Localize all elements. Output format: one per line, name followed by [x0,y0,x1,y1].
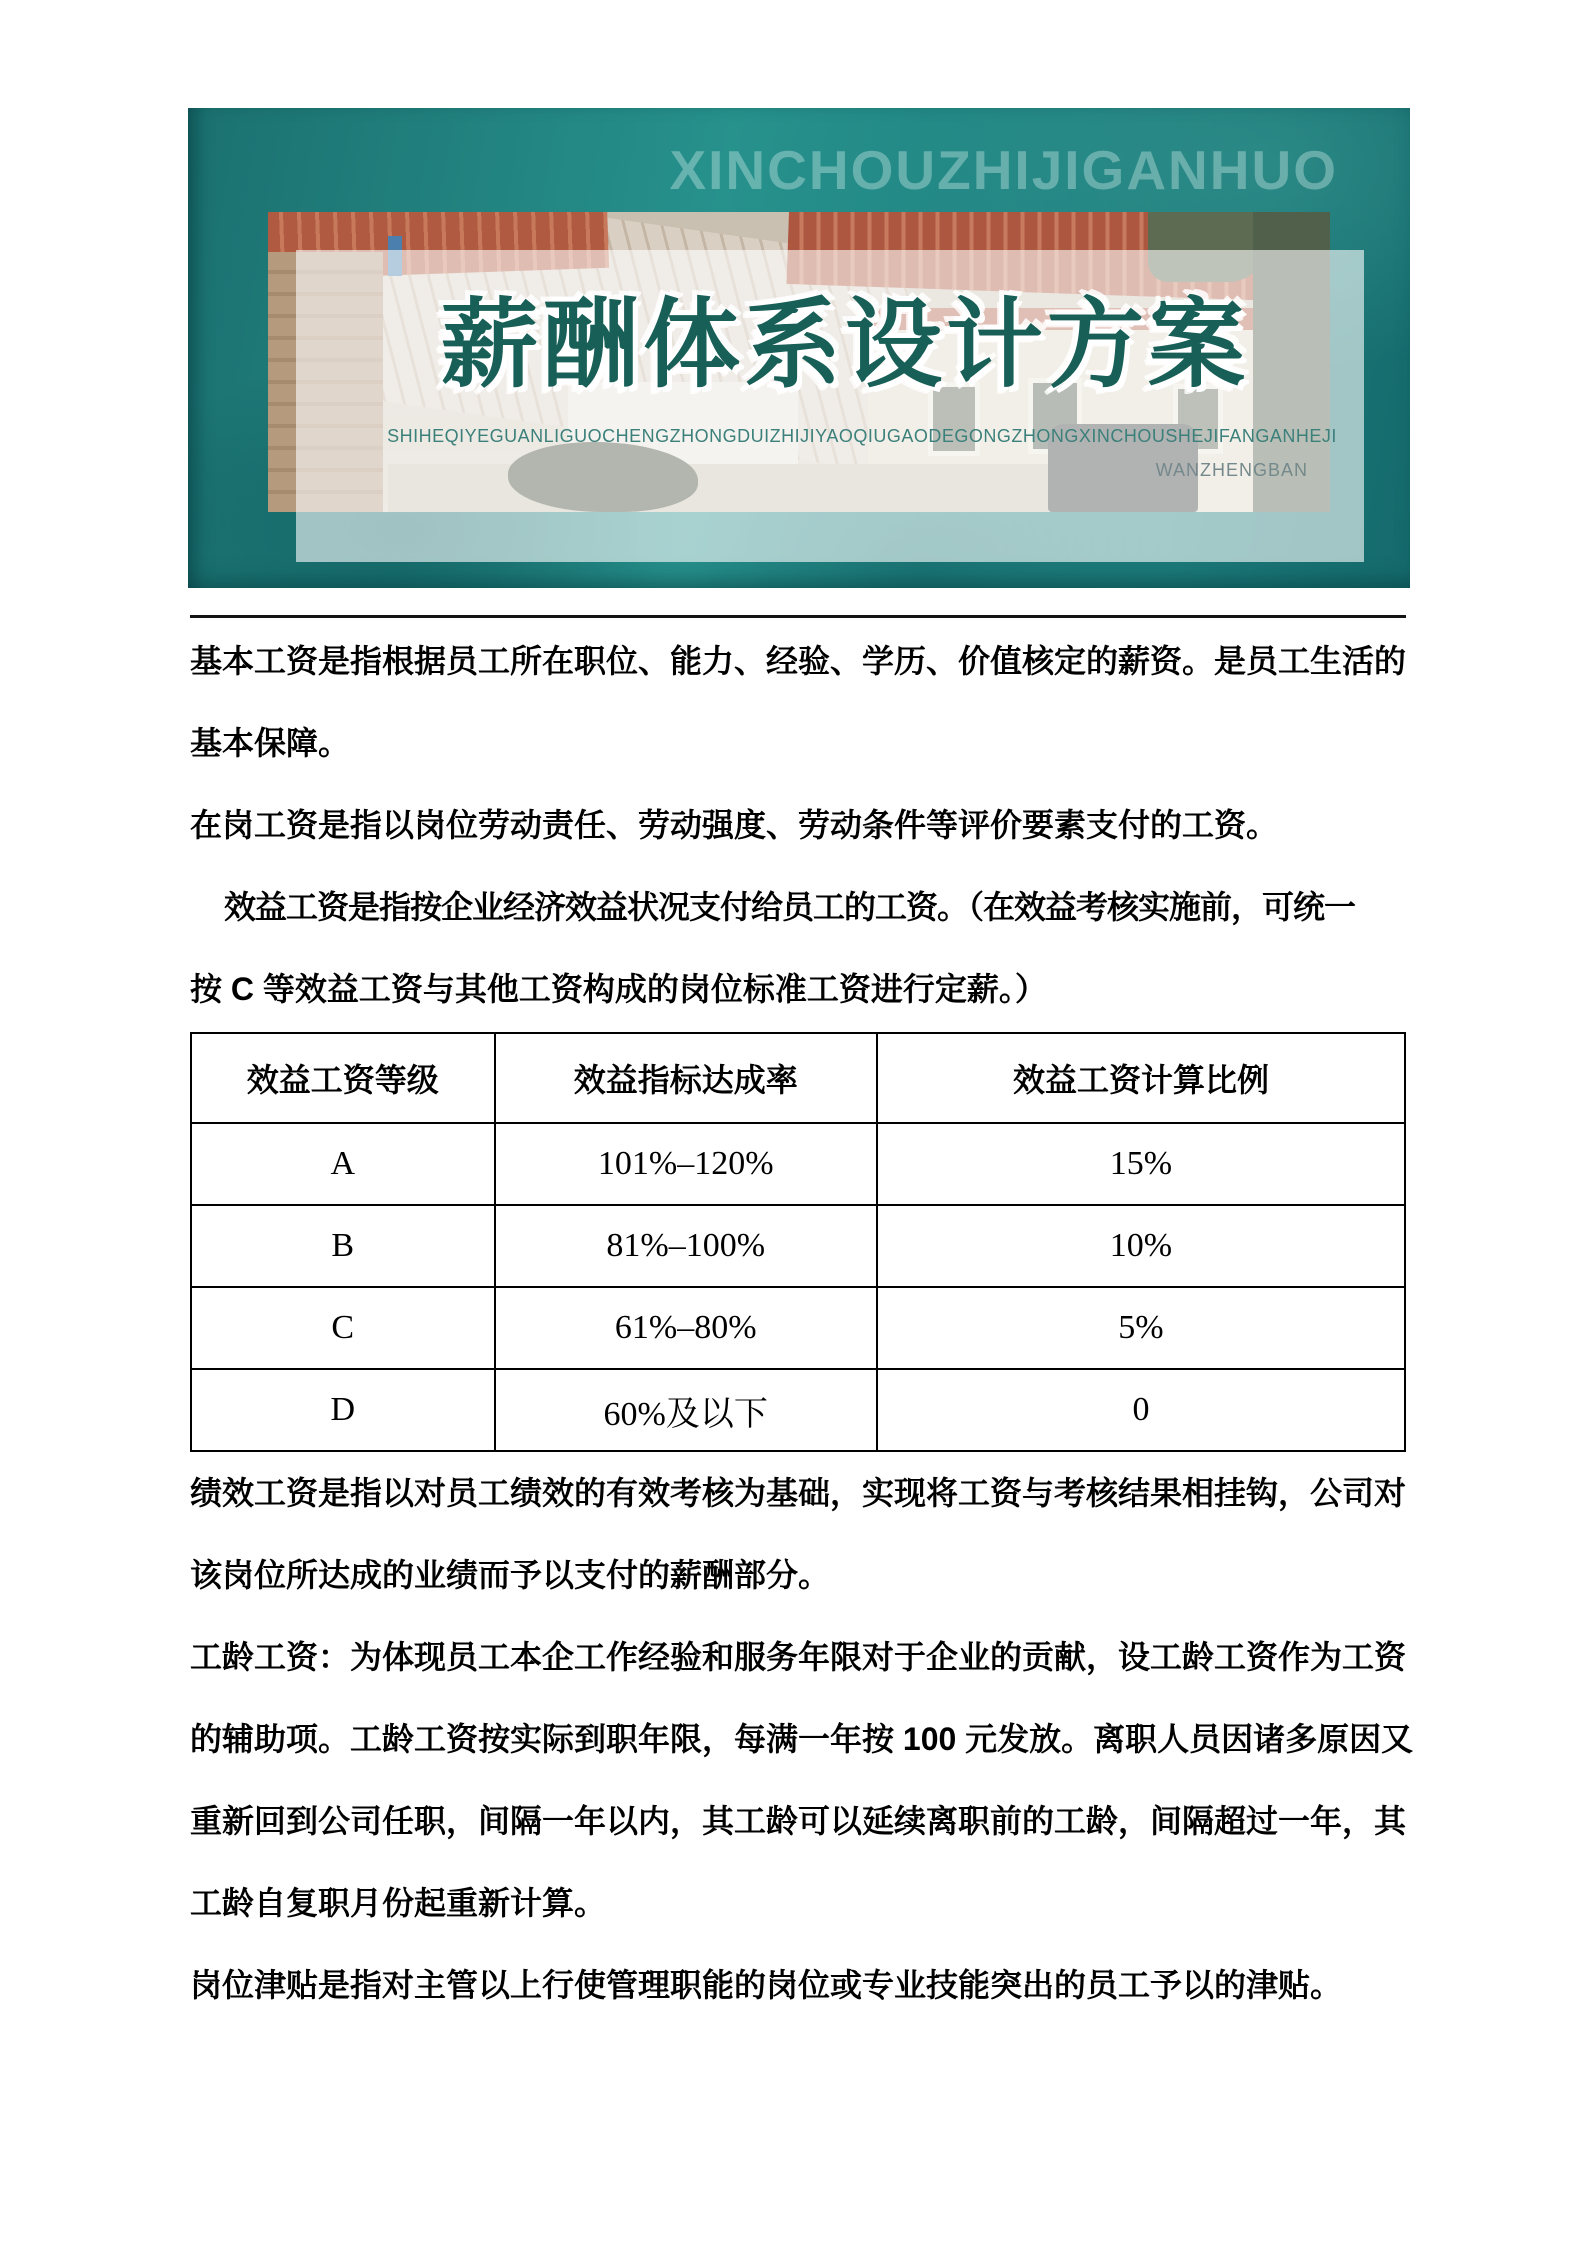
paragraph-line: 工龄工资：为体现员工本企工作经验和服务年限对于企业的贡献，设工龄工资作为工资 [190,1639,1407,1675]
table-cell-ratio: 5% [877,1287,1405,1369]
paragraph-line: 绩效工资是指以对员工绩效的有效考核为基础，实现将工资与考核结果相挂钩，公司对 [190,1475,1407,1511]
banner-subtitle: SHIHEQIYEGUANLIGUOCHENGZHONGDUIZHIJIYAOQIUGAODEGONGZHONGXINCHOUSHEJIFANGANHEJI [387,426,1337,446]
benefit-wage-table [190,1032,1406,1452]
table-header-row [191,1033,1405,1123]
table-cell-rate: 61%–80% [495,1287,877,1369]
table-cell-ratio: 10% [877,1205,1405,1287]
paragraph-line: 在岗工资是指以岗位劳动责任、劳动强度、劳动条件等评价要素支付的工资。 [190,807,1279,843]
table-row [191,1369,1405,1451]
table-cell-rate: 81%–100% [495,1205,877,1287]
paragraph-line: 重新回到公司任职，间隔一年以内，其工龄可以延续离职前的工龄，间隔超过一年，其 [190,1803,1407,1839]
table-cell-rate: 101%–120% [495,1123,877,1205]
table-header-cell: 效益工资计算比例 [877,1033,1405,1123]
paragraph-line: 工龄自复职月份起重新计算。 [190,1885,607,1921]
paragraph-line: 基本保障。 [190,725,351,761]
document-title: 薪酬体系设计方案 [441,290,1249,399]
table-header-cell: 效益工资等级 [191,1033,495,1123]
banner-watermark-text: XINCHOUZHIJIGANHUO [669,139,1338,201]
table-cell-ratio: 15% [877,1123,1405,1205]
paragraph-line: 岗位津贴是指对主管以上行使管理职能的岗位或专业技能突出的员工予以的津贴。 [190,1967,1343,2003]
banner-edition-label: WANZHENGBAN [1155,460,1308,480]
banner-title-wrap [296,290,1364,399]
table-cell-grade: B [191,1205,495,1287]
table-cell-grade: D [191,1369,495,1451]
paragraph-line: 效益工资是指按企业经济效益状况支付给员工的工资。（在效益考核实施前，可统一 [224,889,1356,925]
header-banner [188,108,1410,588]
table-row [191,1123,1405,1205]
paragraph-line: 的辅助项。工龄工资按实际到职年限，每满一年按 100 元发放。离职人员因诸多原因又 [190,1721,1414,1757]
table-cell-rate: 60%及以下 [495,1369,877,1451]
table-row [191,1287,1405,1369]
paragraphs-after-table [190,1452,1414,2026]
table-cell-grade: C [191,1287,495,1369]
table-cell-ratio: 0 [877,1369,1405,1451]
table-row [191,1205,1405,1287]
paragraph-line: 按 C 等效益工资与其他工资构成的岗位标准工资进行定薪。） [190,971,1047,1007]
table-cell-grade: A [191,1123,495,1205]
paragraph-line: 基本工资是指根据员工所在职位、能力、经验、学历、价值核定的薪资。是员工生活的 [190,643,1407,679]
divider-rule [190,615,1406,618]
paragraph-line: 该岗位所达成的业绩而予以支付的薪酬部分。 [190,1557,831,1593]
paragraphs-before-table [190,620,1406,1030]
table-header-cell: 效益指标达成率 [495,1033,877,1123]
